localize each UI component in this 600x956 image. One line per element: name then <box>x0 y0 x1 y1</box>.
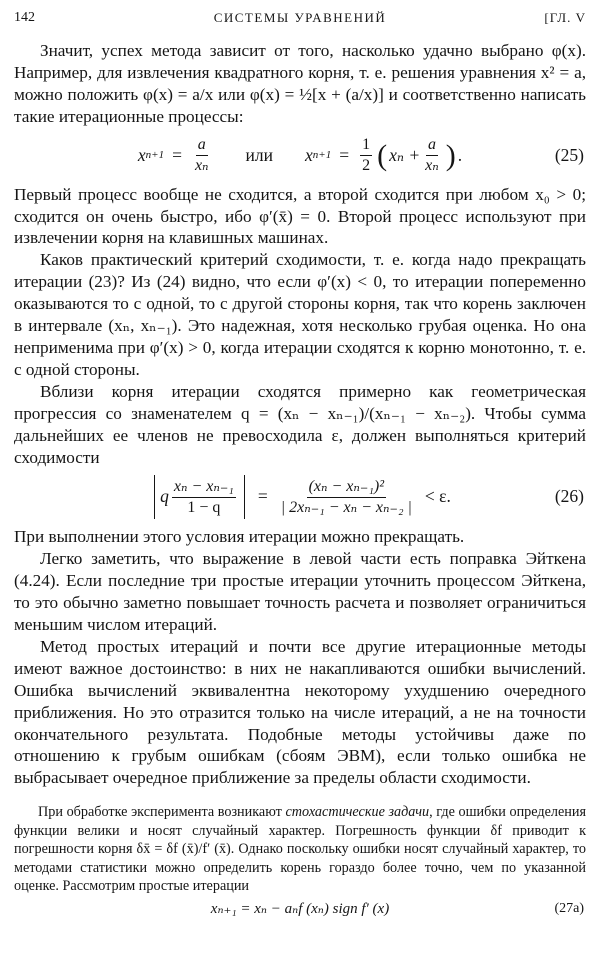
eq25-word-or: или <box>245 144 274 165</box>
eq26-frac2-num: (xₙ − xₙ₋₁)² <box>307 478 386 498</box>
eq25-equals-1: = <box>172 144 182 165</box>
eq26-frac1-den: 1 − q <box>187 498 221 516</box>
eq26-frac2-den: | 2xₙ₋₁ − xₙ − xₙ₋₂ | <box>280 498 412 516</box>
eq26-fraction-1 <box>172 478 236 517</box>
eq26-q: q <box>160 486 169 507</box>
eq27a-tag: (27a) <box>554 901 584 917</box>
eq25-frac2-den: 2 <box>362 157 371 175</box>
eq25-fraction-2 <box>360 136 372 175</box>
small-print-section <box>14 803 586 923</box>
paragraph-3: Каков практический критерий сходимости, т. е. когда надо прекращать итерации (23)? Из (24) видно, что если φ′(x) < 0, то итерации попеременно оказываются то с одной, то с другой стороны корня, так что корень заключен в интервале (xₙ, xₙ₋₁). Это надежная, хотя несколько грубая оценка. Но она неприменима при φ′(x) > 0, когда итерации сходятся к корню монотонно, т. е. с одной стороны. <box>14 250 586 379</box>
eq27a-formula: xₙ₊₁ = xₙ − aₙf (xₙ) sign f′ (x) <box>210 901 390 918</box>
eq25-frac3-num: a <box>426 136 438 156</box>
eq26-abs-right <box>244 475 245 519</box>
paragraph-2: Первый процесс вообще не сходится, а второй сходится при любом x₀ > 0; сходится он очень быстро, ибо φ′(x̄) = 0. Второй процесс используют при извлечении корня на клавишных машинах. <box>14 184 586 248</box>
eq25-frac1-den: xₙ <box>194 157 209 175</box>
eq26-fraction-2 <box>279 478 414 517</box>
page-header <box>14 6 586 30</box>
eq25-equals-2: = <box>339 144 350 165</box>
eq26-frac1-num: xₙ − xₙ₋₁ <box>172 478 236 498</box>
eq25-tag: (25) <box>554 144 584 165</box>
eq26-abs-left <box>154 475 155 519</box>
eq25-lhs1: x <box>137 144 146 165</box>
eq25-lhs2: x <box>305 144 313 165</box>
paragraph-7: Метод простых итераций и почти все другие итерационные методы имеют важное достоинство: в них не накапливаются ошибки вычислений. Ошибка вычислений эквивалентна некоторому ухудшению очередного приближения. Но это отразится только на числе итераций, а не на точности окончательного результата. Подобные методы устойчивы даже по отношению к грубым ошибкам (сбоям ЭВМ), если только ошибка не выбрасывает очередное приближение за пределы области сходимости. <box>14 636 586 788</box>
eq25-frac3-den: xₙ <box>425 157 439 175</box>
paragraph-6: Легко заметить, что выражение в левой части есть поправка Эйткена (4.24). Если последние три простые итерации уточнить процессом Эйткена, то это обычно заметно повышает точность расчета и позволяет ограничиться меньшим числом итераций. <box>14 549 586 635</box>
eq25-fraction-3 <box>423 136 441 175</box>
eq25-left-paren: ( <box>377 138 388 172</box>
eq25-right-paren: ) <box>445 138 456 172</box>
book-page <box>14 6 586 923</box>
eq25-lhs2-sub: n+1 <box>312 148 332 161</box>
small-para-italic-term: стохастические задачи <box>285 804 430 821</box>
main-text <box>14 40 586 789</box>
equation-25: x n+1 = $\frac{a}{\text{xₙ}}$ или x n+1 = $\frac{1}{2}$ ( xₙ + $\frac{a}{\text{xₙ}}$ ) . (25) <box>137 136 584 175</box>
paragraph-5: При выполнении этого условия итерации можно прекращать. <box>14 527 465 547</box>
eq25-frac2-num: 1 <box>360 136 372 156</box>
eq25-fraction-1 <box>193 136 211 175</box>
paragraph-4: Вблизи корня итерации сходятся примерно как геометрическая прогрессия со знаменателем q = (xₙ − xₙ₋₁)/(xₙ₋₁ − xₙ₋₂). Чтобы сумма дальнейших ее членов не превосходила ε, должен выполняться критерий сходимости <box>14 381 586 467</box>
equation-26 <box>14 468 586 526</box>
page-number: 142 <box>14 10 35 25</box>
eq26-less-than-epsilon: < ε. <box>424 486 451 507</box>
small-para-text-1: При обработке эксперимента возникают <box>38 804 286 821</box>
eq26-equals: = <box>257 486 268 507</box>
small-paragraph <box>14 803 586 895</box>
paragraph-1: Значит, успех метода зависит от того, насколько удачно выбрано φ(x). Например, для извлечения квадратного корня, т. е. решения уравнения x² = a, можно положить φ(x) = a/x или φ(x) = ½[x + (a/x)] и соответственно написать такие итерационные процессы: <box>14 41 586 126</box>
eq25-lhs1-sub: n+1 <box>145 148 165 161</box>
chapter-label: [ГЛ. V <box>544 10 586 25</box>
eq26-tag: (26) <box>554 486 584 507</box>
eq25-frac1-num: a <box>196 136 208 156</box>
equation-27a <box>14 895 586 923</box>
running-title: СИСТЕМЫ УРАВНЕНИЙ <box>213 10 387 25</box>
eq25-paren-content: xₙ + <box>389 144 421 165</box>
small-para-text-2: , где ошибки определения функции велики и носят случайный характер. Погрешность функции δf приводит к погрешности корня δx̄ = δf (x̄)/f′ (x̄). Однако поскольку ошибки носят случайный характер, то методами статистики можно определить корень гораздо более точно, чем по указанной оценке. Рассмотрим простые итерации <box>14 804 586 894</box>
